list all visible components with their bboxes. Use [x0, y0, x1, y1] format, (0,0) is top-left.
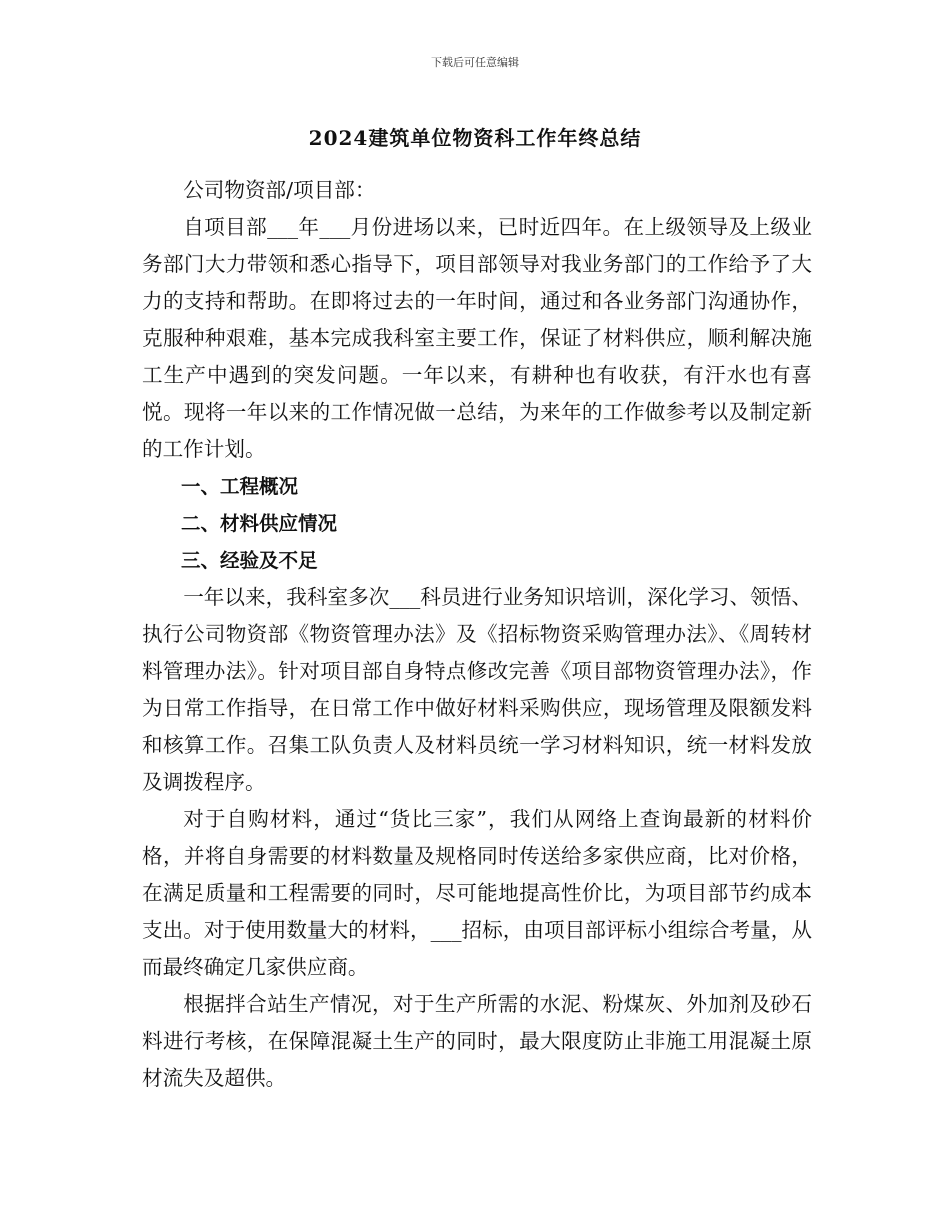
section-heading-1: 一、工程概况 [181, 475, 299, 498]
document-title: 2024建筑单位物资科工作年终总结 [308, 126, 642, 150]
section3-paragraph-2: 对于自购材料，通过“货比三家”，我们从网络上查询最新的材料价格，并将自身需要的材料数量及规格同时传送给多家供应商，比对价格，在满足质量和工程需要的同时，尽可能地提高性价比，为项目部节约成本支出。对于使用数量大的材料，___招标，由项目部评标小组综合考量，从而最终确定几家供应商。 [142, 807, 812, 979]
intro-paragraph: 自项目部___年___月份进场以来，已时近四年。在上级领导及上级业务部门大力带领和悉心指导下，项目部领导对我业务部门的工作给予了大力的支持和帮助。在即将过去的一年时间，通过和各业务部门沟通协作，克服种种艰难，基本完成我科室主要工作，保证了材料供应，顺利解决施工生产中遇到的突发问题。一年以来，有耕种也有收获，有汗水也有喜悦。现将一年以来的工作情况做一总结，为来年的工作做参考以及制定新的工作计划。 [142, 215, 812, 461]
document-body [142, 172, 812, 1097]
section-heading-2: 二、材料供应情况 [181, 512, 338, 535]
section3-paragraph-1: 一年以来，我科室多次___科员进行业务知识培训，深化学习、领悟、执行公司物资部《物资管理办法》及《招标物资采购管理办法》、《周转材料管理办法》。针对项目部自身特点修改完善《项目部物资管理办法》，作为日常工作指导，在日常工作中做好材料采购供应，现场管理及限额发料和核算工作。召集工队负责人及材料员统一学习材料知识，统一材料发放及调拨程序。 [142, 585, 812, 794]
header-note: 下载后可任意编辑 [431, 56, 519, 69]
section-heading-3: 三、经验及不足 [181, 549, 318, 572]
section3-paragraph-3: 根据拌合站生产情况，对于生产所需的水泥、粉煤灰、外加剂及砂石料进行考核，在保障混凝土生产的同时，最大限度防止非施工用混凝土原材流失及超供。 [142, 992, 812, 1090]
salutation: 公司物资部/项目部： [183, 178, 376, 202]
